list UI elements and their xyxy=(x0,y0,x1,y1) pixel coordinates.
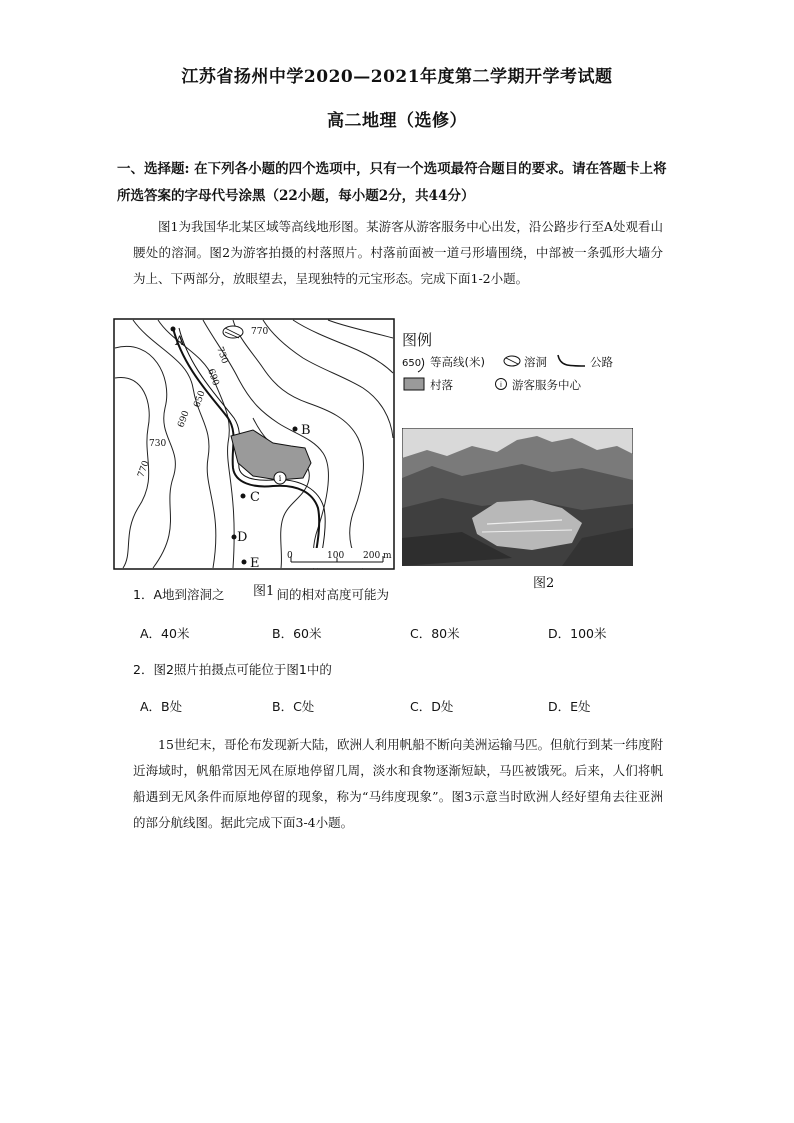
legend-road-text: 公路 xyxy=(590,355,613,369)
question-1-stem-end: 间的相对高度可能为 xyxy=(276,587,390,602)
figure-1-caption: 图1 xyxy=(253,580,274,599)
contour-label-690-bottom: 690 xyxy=(176,409,192,430)
scale-200: 200 m xyxy=(363,551,392,561)
exam-subtitle: 高二地理（选修） xyxy=(327,111,467,131)
legend-contour-sample: 650 xyxy=(402,358,422,369)
scale-0: 0 xyxy=(287,551,293,561)
question-1-stem-start: 1．A地到溶洞之 xyxy=(133,587,225,602)
question-2-stem: 2．图2照片拍摄点可能位于图1中的 xyxy=(133,662,332,677)
legend-village-text: 村落 xyxy=(430,378,453,392)
q2-option-a[interactable]: A．B处 xyxy=(140,699,183,714)
contour-label-730-top: 730 xyxy=(214,345,230,366)
point-a-label: A xyxy=(175,334,185,349)
legend-center-symbol: i xyxy=(500,381,502,389)
q1-option-b[interactable]: B．60米 xyxy=(272,626,322,641)
passage-1: 图1为我国华北某区域等高线地形图。某游客从游客服务中心出发，沿公路步行至A处观看山腰处的溶洞。图2为游客拍摄的村落照片。村落前面被一道弓形墙围绕，中部被一条弧形大墙分为上、下两部分，放眼望去，呈现独特的元宝形态。完成下面1-2小题。 xyxy=(133,219,663,286)
section-heading: 一、选择题: 在下列各小题的四个选项中，只有一个选项最符合题目的要求。请在答题卡上将所选答案的字母代号涂黑（22小题，每小题2分，共44分） xyxy=(117,161,667,204)
q1-option-a[interactable]: A．40米 xyxy=(140,626,190,641)
point-b-label: B xyxy=(301,423,311,438)
contour-map xyxy=(113,318,395,570)
q2-option-c[interactable]: C．D处 xyxy=(410,699,454,714)
legend-title: 图例 xyxy=(402,331,433,349)
q2-option-d[interactable]: D．E处 xyxy=(548,699,591,714)
point-c-label: C xyxy=(250,490,260,505)
scale-100: 100 xyxy=(327,551,345,561)
q1-option-d[interactable]: D．100米 xyxy=(548,626,607,641)
legend-contour-text: 等高线(米) xyxy=(430,355,485,369)
legend-cave-text: 溶洞 xyxy=(524,355,547,369)
map-legend xyxy=(400,328,660,398)
contour-label-730-bottom: 730 xyxy=(149,439,167,449)
map-center-symbol: i xyxy=(278,474,282,483)
contour-label-650: 650 xyxy=(192,389,208,410)
passage-2: 15世纪末，哥伦布发现新大陆，欧洲人利用帆船不断向美洲运输马匹。但航行到某一纬度附近海域时，帆船常因无风在原地停留几周，淡水和食物逐渐短缺，马匹被饿死。后来，人们将帆船遇到无风条件而原地停留的现象，称为“马纬度现象”。图3示意当时欧洲人经好望角去往亚洲的部分航线图。据此完成下面3-4小题。 xyxy=(133,737,663,830)
q2-option-b[interactable]: B．C处 xyxy=(272,699,315,714)
exam-title: 江苏省扬州中学2020—2021年度第二学期开学考试题 xyxy=(181,67,613,87)
point-e-label: E xyxy=(250,556,260,570)
contour-label-690-top: 690 xyxy=(205,367,221,388)
village-photo xyxy=(402,428,633,566)
legend-center-text: 游客服务中心 xyxy=(512,378,581,392)
contour-label-770-top: 770 xyxy=(251,327,269,337)
figure-2-caption: 图2 xyxy=(533,576,555,591)
contour-label-770-bottom: 770 xyxy=(136,459,152,480)
question-1-stem xyxy=(133,585,389,603)
q1-option-c[interactable]: C．80米 xyxy=(410,626,460,641)
point-d-label: D xyxy=(237,530,248,545)
